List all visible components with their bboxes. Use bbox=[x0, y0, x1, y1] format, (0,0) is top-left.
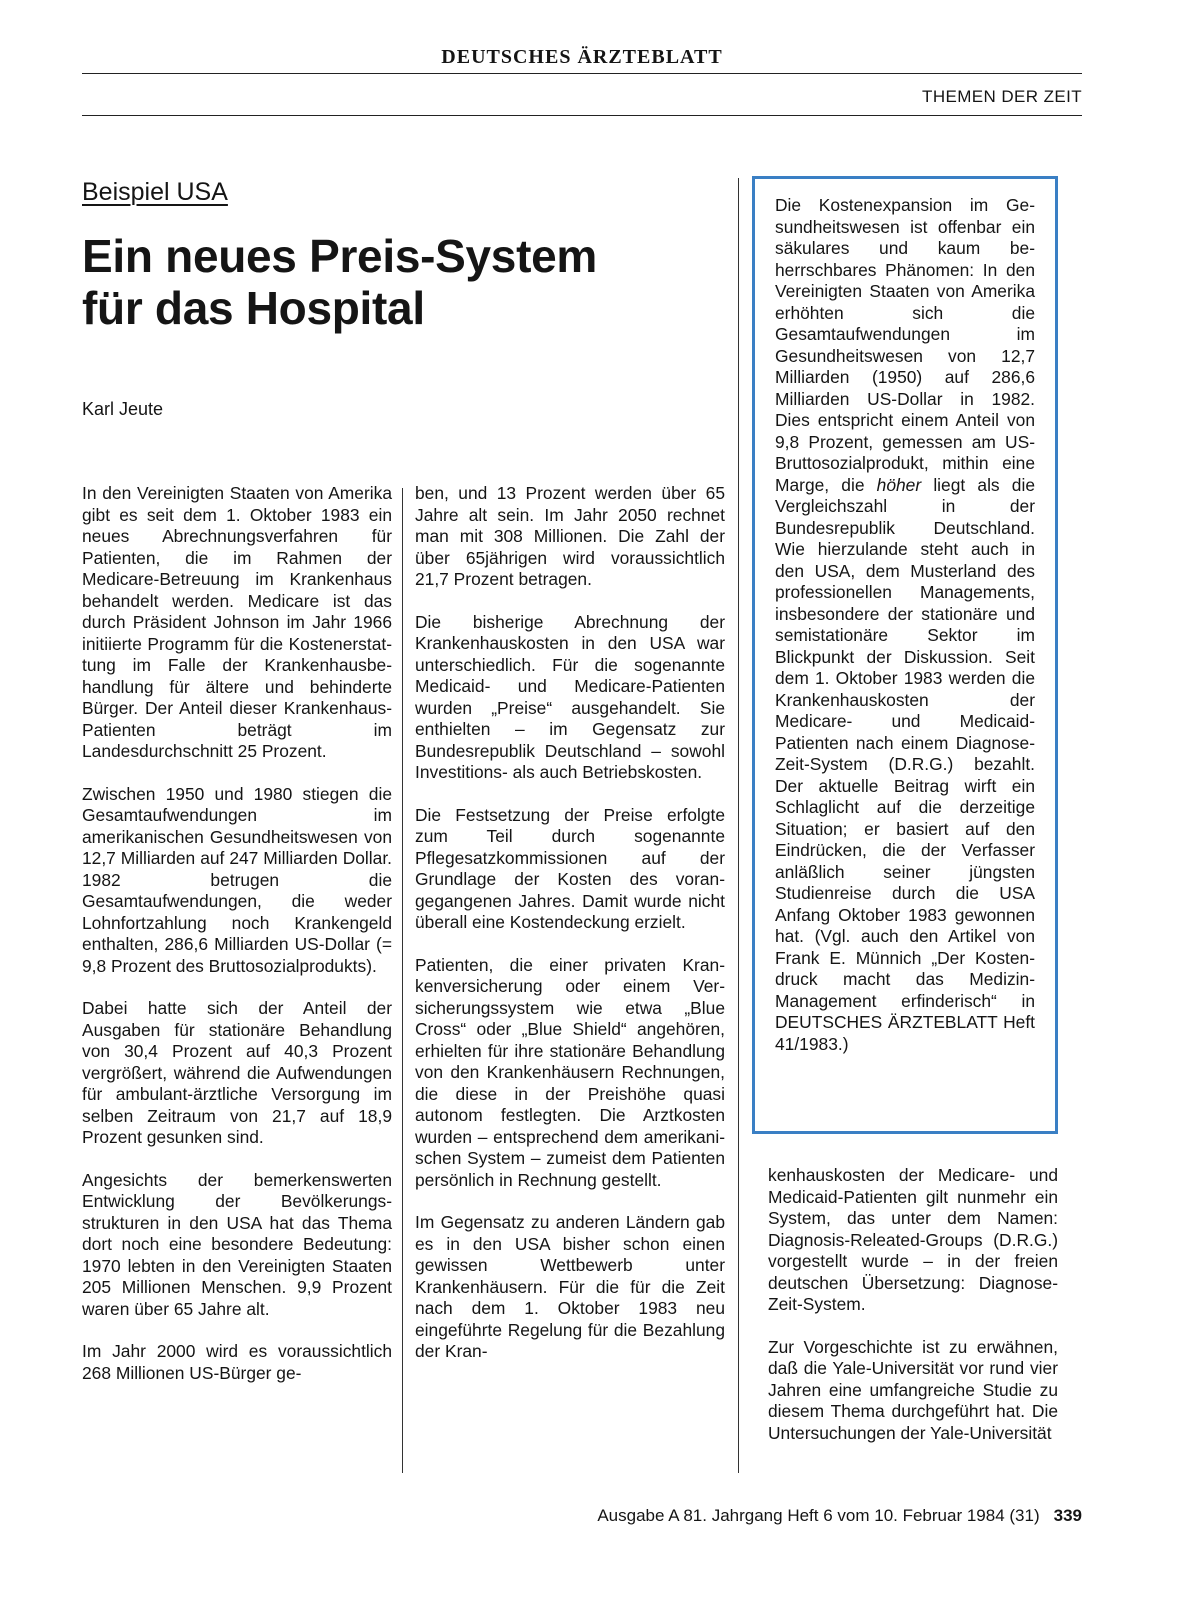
paragraph: Die bisherige Abrechnung der Krankenhauskosten in den USA war unterschiedlich. Für die sogenannte Medicaid- und Medicare-Patienten wurden „Preise“ ausgehandelt. Sie enthielten – im Gegensatz zur Bundesrepublik Deutschland – sowohl Investitions- als auch Betriebskosten. bbox=[415, 611, 725, 782]
section-rule bbox=[82, 115, 1082, 116]
summary-text bbox=[775, 195, 1035, 1055]
headline-line-1: Ein neues Preis-System bbox=[82, 230, 597, 282]
paragraph: Dabei hatte sich der Anteil der Ausgaben für stationäre Behandlung von 30,4 Prozent auf 40,3 Prozent vergrößert, während die Aufwendungen für ambulant-ärztliche Versorgung im selben Zeitraum von 21,7 auf 18,9 Prozent gesunken sind. bbox=[82, 998, 392, 1147]
paragraph: kenhauskosten der Medicare- und Medicaid-Patienten gilt nunmehr ein System, das unter dem Namen: Diagnosis-Releated-Groups (D.R.G.) vorgestellt wurde – in der freien deutschen Übersetzung: Diagnose-Zeit-System. bbox=[768, 1165, 1058, 1314]
text-column-2 bbox=[415, 483, 725, 1384]
masthead bbox=[82, 44, 1082, 70]
summary-text-part: liegt als die Vergleichszahl in der Bundesrepublik Deutschland. Wie hierzulande steht auch in den USA, dem Musterland des professionellen Managements, insbesondere der stationäre und semistationäre Sektor im Blickpunkt der Diskussion. Seit dem 1. Oktober 1983 werden die Krankenhauskosten der Medicare- und Medicaid-Patienten nach einem Diagnose-Zeit-System (D.R.G.) bezahlt. Der aktuelle Beitrag wirft ein Schlaglicht auf die derzeitige Situation; er basiert auf den Eindrücken, die der Verfasser anläßlich seiner jüngsten Studienreise durch die USA Anfang Oktober 1983 gewonnen hat. (Vgl. auch den Artikel von Frank E. Münnich „Der Kostendruck macht das Medizin-Management erfinderisch“ in DEUTSCHES ÄRZTEBLATT Heft 41/1983.) bbox=[775, 474, 1035, 1054]
text-column-1 bbox=[82, 483, 392, 1405]
summary-box bbox=[752, 176, 1058, 1134]
page-number: 339 bbox=[1053, 1506, 1082, 1525]
masthead-rule bbox=[82, 73, 1082, 74]
issue-info: Ausgabe A 81. Jahrgang Heft 6 vom 10. Februar 1984 (31) bbox=[597, 1506, 1040, 1525]
paragraph: Patienten, die einer privaten Krankenversicherung oder einem Versicherungssystem wie etwa „Blue Cross“ oder „Blue Shield“ angehören, erhielten für ihre stationäre Behandlung von den Krankenhäusern Rechnungen, die diese in der Preishöhe quasi autonom festlegten. Die Arztkosten wurden – entsprechend dem amerikanischen System – zumeist dem Patienten persönlich in Rechnung gestellt. bbox=[415, 954, 725, 1190]
column-divider bbox=[738, 178, 739, 1473]
headline-line-2: für das Hospital bbox=[82, 282, 425, 334]
column-divider bbox=[402, 488, 403, 1473]
paragraph: Im Gegensatz zu anderen Ländern gab es in den USA bisher schon einen gewissen Wettbewerb unter Krankenhäusern. Für die für die Zeit nach dem 1. Oktober 1983 neu eingeführte Regelung für die Bezahlung der Kran- bbox=[415, 1212, 725, 1361]
paragraph: ben, und 13 Prozent werden über 65 Jahre alt sein. Im Jahr 2050 rechnet man mit 308 Millionen. Die Zahl der über 65jährigen wird voraussichtlich 21,7 Prozent betragen. bbox=[415, 483, 725, 589]
text-column-3 bbox=[768, 1165, 1058, 1465]
summary-emphasis: höher bbox=[876, 474, 922, 495]
paragraph: Zwischen 1950 und 1980 stiegen die Gesamtaufwendungen im amerikanischen Gesundheitswesen von 12,7 Milliarden auf 247 Milliarden Dollar. 1982 betrugen die Gesamtaufwendungen, die weder Lohnfortzahlung noch Krankengeld enthalten, 286,6 Milliarden US-Dollar (= 9,8 Prozent des Bruttosozialprodukts). bbox=[82, 783, 392, 976]
paragraph: Im Jahr 2000 wird es voraussichtlich 268 Millionen US-Bürger ge- bbox=[82, 1341, 392, 1383]
article-author: Karl Jeute bbox=[82, 399, 164, 419]
paragraph: In den Vereinigten Staaten von Amerika gibt es seit dem 1. Oktober 1983 ein neues Abrechnungsverfahren für Patienten, die im Rahmen der Medicare-Betreuung im Krankenhaus behandelt werden. Medicare ist das durch Präsident Johnson im Jahr 1966 initiierte Programm für die Kostenerstattung im Falle der Krankenhausbehandlung für ältere und behinderte Bürger. Der Anteil dieser Krankenhaus-Patienten beträgt im Landesdurchschnitt 25 Prozent. bbox=[82, 483, 392, 761]
article-kicker: Beispiel USA bbox=[82, 178, 228, 206]
summary-text-part: Die Kostenexpansion im Gesundheitswesen ist offenbar ein säkulares und kaum beherrschbares Phänomen: In den Vereinigten Staaten von Amerika erhöhten sich die Gesamtaufwendungen im Gesundheitswesen von 12,7 Milliarden (1950) auf 286,6 Milliarden US-Dollar in 1982. Dies entspricht einem Anteil von 9,8 Prozent, gemessen am US-Bruttosozialprodukt, mithin eine Marge, die bbox=[775, 195, 1035, 495]
paragraph: Angesichts der bemerkenswerten Entwicklung der Bevölkerungsstrukturen in den USA hat das Thema dort noch eine besondere Bedeutung: 1970 lebten in den Vereinigten Staaten 205 Millionen Menschen. 9,9 Prozent waren über 65 Jahre alt. bbox=[82, 1169, 392, 1319]
publication-title: DEUTSCHES ÄRZTEBLATT bbox=[441, 46, 723, 68]
page-footer bbox=[597, 1505, 1082, 1527]
paragraph: Die Festsetzung der Preise erfolgte zum Teil durch sogenannte Pflegesatzkommissionen auf der Grundlage der Kosten des vorangegangenen Jahres. Damit wurde nicht überall eine Kostendeckung erzielt. bbox=[415, 804, 725, 932]
article-headline bbox=[82, 230, 722, 334]
paragraph: Zur Vorgeschichte ist zu erwähnen, daß die Yale-Universität vor rund vier Jahren eine umfangreiche Studie zu diesem Thema durchgeführt hat. Die Untersuchungen der Yale-Universität bbox=[768, 1336, 1058, 1443]
section-label: THEMEN DER ZEIT bbox=[922, 87, 1082, 106]
